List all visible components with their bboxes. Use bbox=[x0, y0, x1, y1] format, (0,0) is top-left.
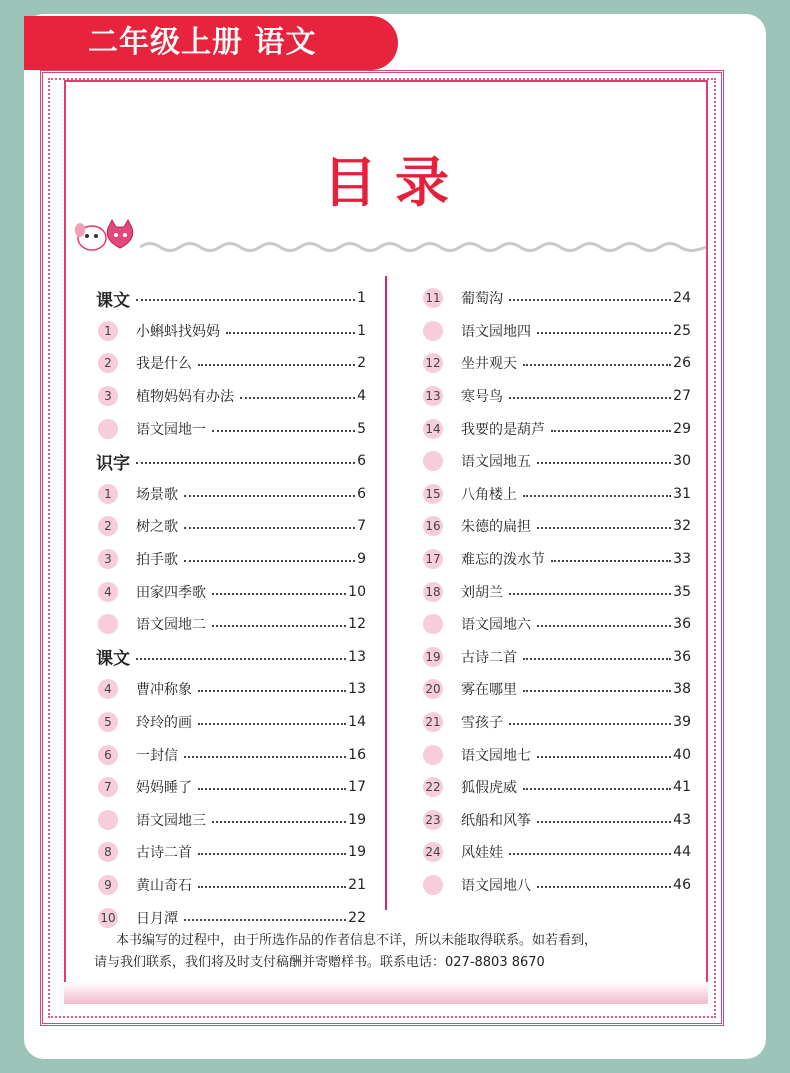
toc-entry-title: 难忘的泼水节 bbox=[461, 552, 545, 569]
toc-page-number: 29 bbox=[673, 420, 691, 437]
lesson-number-badge: 21 bbox=[423, 712, 443, 732]
toc-entry[interactable] bbox=[421, 804, 691, 837]
dot-leader bbox=[226, 332, 355, 334]
dot-leader bbox=[198, 886, 346, 888]
toc-entry-title: 葡萄沟 bbox=[461, 291, 503, 308]
toc-page-number: 5 bbox=[357, 420, 366, 437]
toc-entry-title: 树之歌 bbox=[136, 519, 178, 536]
toc-entry[interactable] bbox=[421, 347, 691, 380]
toc-page-number: 40 bbox=[673, 746, 691, 763]
toc-page-number: 27 bbox=[673, 388, 691, 405]
dot-leader bbox=[523, 495, 671, 497]
toc-entry-title: 课文 bbox=[96, 290, 130, 311]
toc-entry-title: 雾在哪里 bbox=[461, 682, 517, 699]
dot-leader bbox=[537, 625, 671, 627]
dot-leader bbox=[198, 788, 346, 790]
toc-entry-title: 黄山奇石 bbox=[136, 877, 192, 894]
toc-entry[interactable] bbox=[96, 478, 366, 511]
toc-entry-title: 语文园地一 bbox=[136, 421, 206, 438]
lesson-number-badge: 14 bbox=[423, 419, 443, 439]
toc-page-number: 2 bbox=[357, 355, 366, 372]
toc-page-number: 39 bbox=[673, 714, 691, 731]
dot-leader bbox=[136, 658, 346, 660]
lesson-number-badge bbox=[423, 745, 443, 765]
dot-leader bbox=[537, 462, 671, 464]
toc-entry[interactable] bbox=[421, 738, 691, 771]
lesson-number-badge bbox=[423, 451, 443, 471]
toc-entry[interactable] bbox=[96, 836, 366, 869]
toc-entry[interactable] bbox=[96, 673, 366, 706]
toc-entry-title: 语文园地六 bbox=[461, 617, 531, 634]
toc-entry-title: 语文园地二 bbox=[136, 617, 206, 634]
dot-leader bbox=[198, 690, 346, 692]
cat-dog-mascot-icon bbox=[72, 218, 140, 252]
toc-page-number: 19 bbox=[348, 811, 366, 828]
grade-subject-banner: 二年级上册 语文 bbox=[24, 16, 398, 70]
toc-left-column bbox=[96, 282, 366, 934]
toc-section-heading[interactable] bbox=[96, 445, 366, 478]
toc-entry-title: 八角楼上 bbox=[461, 486, 517, 503]
toc-page-number: 24 bbox=[673, 290, 691, 307]
footer-note-line-1: 本书编写的过程中，由于所选作品的作者信息不详，所以未能取得联系。如若看到， bbox=[116, 933, 598, 948]
toc-entry-title: 妈妈睡了 bbox=[136, 780, 192, 797]
lesson-number-badge: 4 bbox=[98, 582, 118, 602]
lesson-number-badge: 23 bbox=[423, 810, 443, 830]
lesson-number-badge: 7 bbox=[98, 777, 118, 797]
toc-entry-title: 玲玲的画 bbox=[136, 715, 192, 732]
column-divider bbox=[385, 276, 387, 910]
dot-leader bbox=[184, 495, 355, 497]
dot-leader bbox=[537, 756, 671, 758]
lesson-number-badge: 2 bbox=[98, 353, 118, 373]
toc-page-number: 6 bbox=[357, 453, 366, 470]
dot-leader bbox=[136, 299, 355, 301]
toc-entry-title: 语文园地八 bbox=[461, 877, 531, 894]
dot-leader bbox=[509, 853, 671, 855]
lesson-number-badge bbox=[98, 614, 118, 634]
toc-entry[interactable] bbox=[96, 738, 366, 771]
lesson-number-badge: 2 bbox=[98, 516, 118, 536]
dot-leader bbox=[537, 821, 671, 823]
toc-page-number: 36 bbox=[673, 648, 691, 665]
toc-entry-title: 日月潭 bbox=[136, 910, 178, 927]
dot-leader bbox=[537, 527, 671, 529]
toc-page-number: 4 bbox=[357, 388, 366, 405]
toc-entry[interactable] bbox=[421, 836, 691, 869]
toc-page-number: 32 bbox=[673, 518, 691, 535]
toc-entry-title: 我是什么 bbox=[136, 356, 192, 373]
lesson-number-badge: 1 bbox=[98, 321, 118, 341]
lesson-number-badge: 5 bbox=[98, 712, 118, 732]
toc-section-heading[interactable] bbox=[96, 282, 366, 315]
lesson-number-badge: 22 bbox=[423, 777, 443, 797]
dot-leader bbox=[198, 723, 346, 725]
toc-page-number: 13 bbox=[348, 648, 366, 665]
lesson-number-badge bbox=[98, 419, 118, 439]
dot-leader bbox=[212, 821, 346, 823]
dot-leader bbox=[537, 332, 671, 334]
lesson-number-badge: 11 bbox=[423, 288, 443, 308]
toc-page-number: 16 bbox=[348, 746, 366, 763]
lesson-number-badge bbox=[423, 614, 443, 634]
footer-note-line-2: 请与我们联系，我们将及时支付稿酬并寄赠样书。联系电话：027-8803 8670 bbox=[94, 955, 545, 970]
toc-entry[interactable] bbox=[96, 543, 366, 576]
toc-page-number: 12 bbox=[348, 616, 366, 633]
lesson-number-badge bbox=[423, 321, 443, 341]
toc-page-number: 1 bbox=[357, 322, 366, 339]
toc-entry-title: 坐井观天 bbox=[461, 356, 517, 373]
toc-page-number: 38 bbox=[673, 681, 691, 698]
dot-leader bbox=[212, 593, 346, 595]
toc-entry[interactable] bbox=[96, 412, 366, 445]
toc-right-column bbox=[421, 282, 691, 901]
toc-entry[interactable] bbox=[96, 804, 366, 837]
toc-entry-title: 识字 bbox=[96, 453, 130, 474]
toc-entry[interactable] bbox=[421, 706, 691, 739]
toc-entry[interactable] bbox=[96, 347, 366, 380]
dot-leader bbox=[198, 853, 346, 855]
decorative-wave-line bbox=[140, 240, 706, 254]
toc-entry-title: 语文园地七 bbox=[461, 747, 531, 764]
dot-leader bbox=[523, 364, 671, 366]
toc-page-number: 14 bbox=[348, 714, 366, 731]
dot-leader bbox=[198, 364, 355, 366]
dot-leader bbox=[184, 560, 355, 562]
toc-section-heading[interactable] bbox=[96, 641, 366, 674]
toc-entry-title: 课文 bbox=[96, 649, 130, 670]
bottom-pink-band bbox=[64, 982, 708, 1004]
toc-page-number: 7 bbox=[357, 518, 366, 535]
toc-page-number: 1 bbox=[357, 290, 366, 307]
toc-entry[interactable] bbox=[421, 510, 691, 543]
toc-entry[interactable] bbox=[96, 901, 366, 934]
toc-entry[interactable] bbox=[96, 380, 366, 413]
toc-page-number: 35 bbox=[673, 583, 691, 600]
toc-entry-title: 田家四季歌 bbox=[136, 584, 206, 601]
toc-entry[interactable] bbox=[96, 575, 366, 608]
toc-entry[interactable] bbox=[96, 315, 366, 348]
lesson-number-badge: 10 bbox=[98, 908, 118, 928]
toc-page-number: 10 bbox=[348, 583, 366, 600]
toc-page-number: 17 bbox=[348, 779, 366, 796]
dot-leader bbox=[184, 756, 346, 758]
toc-entry[interactable] bbox=[421, 543, 691, 576]
toc-entry[interactable] bbox=[421, 608, 691, 641]
toc-page-number: 22 bbox=[348, 909, 366, 926]
toc-entry-title: 曹冲称象 bbox=[136, 682, 192, 699]
dot-leader bbox=[240, 397, 355, 399]
toc-entry[interactable] bbox=[421, 575, 691, 608]
lesson-number-badge: 9 bbox=[98, 875, 118, 895]
lesson-number-badge: 18 bbox=[423, 582, 443, 602]
toc-entry[interactable] bbox=[421, 315, 691, 348]
toc-entry[interactable] bbox=[421, 445, 691, 478]
dot-leader bbox=[509, 397, 671, 399]
toc-entry[interactable] bbox=[96, 771, 366, 804]
lesson-number-badge: 16 bbox=[423, 516, 443, 536]
lesson-number-badge: 20 bbox=[423, 679, 443, 699]
lesson-number-badge: 3 bbox=[98, 386, 118, 406]
lesson-number-badge: 4 bbox=[98, 679, 118, 699]
toc-entry-title: 古诗二首 bbox=[136, 845, 192, 862]
dot-leader bbox=[136, 462, 355, 464]
toc-entry-title: 刘胡兰 bbox=[461, 584, 503, 601]
dot-leader bbox=[509, 299, 671, 301]
dot-leader bbox=[212, 430, 355, 432]
toc-page-number: 21 bbox=[348, 876, 366, 893]
toc-page-number: 9 bbox=[357, 551, 366, 568]
dot-leader bbox=[184, 527, 355, 529]
toc-page-number: 26 bbox=[673, 355, 691, 372]
dot-leader bbox=[523, 690, 671, 692]
toc-page-number: 25 bbox=[673, 322, 691, 339]
toc-page-number: 31 bbox=[673, 485, 691, 502]
toc-entry[interactable] bbox=[421, 869, 691, 902]
lesson-number-badge: 17 bbox=[423, 549, 443, 569]
toc-entry[interactable] bbox=[421, 412, 691, 445]
toc-entry[interactable] bbox=[421, 673, 691, 706]
toc-page-number: 6 bbox=[357, 485, 366, 502]
toc-entry-title: 语文园地四 bbox=[461, 323, 531, 340]
toc-page-number: 43 bbox=[673, 811, 691, 828]
lesson-number-badge: 24 bbox=[423, 842, 443, 862]
dot-leader bbox=[523, 658, 671, 660]
toc-entry[interactable] bbox=[421, 641, 691, 674]
toc-entry-title: 语文园地三 bbox=[136, 812, 206, 829]
toc-page-number: 33 bbox=[673, 551, 691, 568]
toc-entry[interactable] bbox=[421, 478, 691, 511]
toc-entry-title: 语文园地五 bbox=[461, 454, 531, 471]
toc-entry-title: 拍手歌 bbox=[136, 552, 178, 569]
toc-page-number: 41 bbox=[673, 779, 691, 796]
toc-entry-title: 场景歌 bbox=[136, 486, 178, 503]
toc-entry[interactable] bbox=[96, 706, 366, 739]
toc-page-number: 19 bbox=[348, 844, 366, 861]
toc-page-number: 44 bbox=[673, 844, 691, 861]
dot-leader bbox=[551, 430, 671, 432]
toc-entry-title: 小蝌蚪找妈妈 bbox=[136, 323, 220, 340]
toc-entry[interactable] bbox=[421, 771, 691, 804]
toc-entry[interactable] bbox=[96, 608, 366, 641]
lesson-number-badge: 13 bbox=[423, 386, 443, 406]
toc-entry-title: 朱德的扁担 bbox=[461, 519, 531, 536]
toc-entry-title: 植物妈妈有办法 bbox=[136, 389, 234, 406]
dot-leader bbox=[509, 593, 671, 595]
toc-entry-title: 我要的是葫芦 bbox=[461, 421, 545, 438]
lesson-number-badge bbox=[423, 875, 443, 895]
dot-leader bbox=[184, 919, 346, 921]
lesson-number-badge: 19 bbox=[423, 647, 443, 667]
toc-page-number: 30 bbox=[673, 453, 691, 470]
lesson-number-badge: 15 bbox=[423, 484, 443, 504]
lesson-number-badge: 6 bbox=[98, 745, 118, 765]
toc-entry-title: 寒号鸟 bbox=[461, 389, 503, 406]
toc-entry-title: 雪孩子 bbox=[461, 715, 503, 732]
toc-entry-title: 狐假虎威 bbox=[461, 780, 517, 797]
toc-entry-title: 风娃娃 bbox=[461, 845, 503, 862]
toc-entry-title: 古诗二首 bbox=[461, 649, 517, 666]
dot-leader bbox=[212, 625, 346, 627]
lesson-number-badge bbox=[98, 810, 118, 830]
toc-entry[interactable] bbox=[96, 869, 366, 902]
lesson-number-badge: 8 bbox=[98, 842, 118, 862]
lesson-number-badge: 3 bbox=[98, 549, 118, 569]
dot-leader bbox=[537, 886, 671, 888]
dot-leader bbox=[509, 723, 671, 725]
toc-page-number: 36 bbox=[673, 616, 691, 633]
lesson-number-badge: 12 bbox=[423, 353, 443, 373]
toc-entry[interactable] bbox=[96, 510, 366, 543]
page-title: 目录 bbox=[323, 151, 467, 214]
toc-page-number: 46 bbox=[673, 876, 691, 893]
toc-entry-title: 一封信 bbox=[136, 747, 178, 764]
dot-leader bbox=[551, 560, 671, 562]
dot-leader bbox=[523, 788, 671, 790]
toc-entry-title: 纸船和风筝 bbox=[461, 812, 531, 829]
toc-page-number: 13 bbox=[348, 681, 366, 698]
toc-entry[interactable] bbox=[421, 282, 691, 315]
toc-entry[interactable] bbox=[421, 380, 691, 413]
lesson-number-badge: 1 bbox=[98, 484, 118, 504]
